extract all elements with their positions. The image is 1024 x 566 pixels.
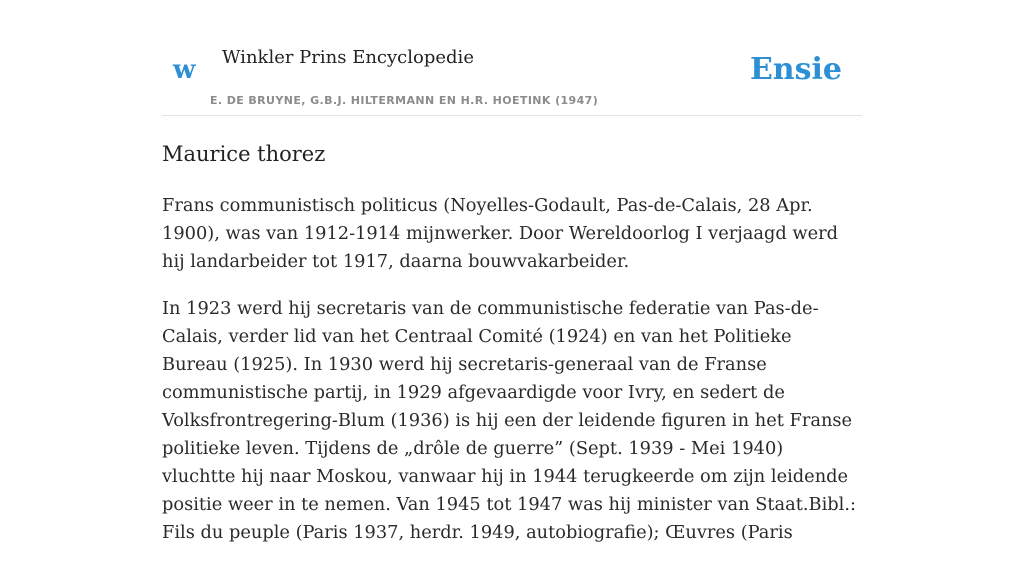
article-paragraph: In 1923 werd hij secretaris van de communistische federatie van Pas-de-Calais, verder lid van het Centraal Comité (1924) en van het Politieke Bureau (1925). In 1930 werd hij secretaris-generaal van de Franse communistische partij, in 1929 afgevaardigde voor Ivry, en sedert de Volksfrontregering-Blum (1936) is hij een der leidende figuren in het Franse politieke leven. Tijdens de „drôle de guerre” (Sept. 1939 - Mei 1940) vluchtte hij naar Moskou, vanwaar hij in 1944 terugkeerde om zijn leidende positie weer in te nemen. Van 1945 tot 1947 was hij minister van Staat.Bibl.: Fils du peuple (Paris 1937, herdr. 1949, autobiografie); Œuvres (Paris <box>162 298 856 543</box>
site-title[interactable]: Winkler Prins Encyclopedie <box>222 47 474 68</box>
logo-mark[interactable]: w <box>173 55 196 85</box>
article-paragraph: Frans communistisch politicus (Noyelles-Godault, Pas-de-Calais, 28 Apr. 1900), was van 1912-1914 mijnwerker. Door Wereldoorlog I verjaagd werd hij landarbeider tot 1917, daarna bouwvakarbeider. <box>162 195 839 272</box>
site-authors: E. DE BRUYNE, G.B.J. HILTERMANN EN H.R. HOETINK (1947) <box>210 94 599 107</box>
article-title: Maurice thorez <box>162 142 326 166</box>
site-header <box>162 0 862 116</box>
article-body <box>162 192 862 566</box>
brand-logo[interactable]: Ensie <box>749 52 842 87</box>
